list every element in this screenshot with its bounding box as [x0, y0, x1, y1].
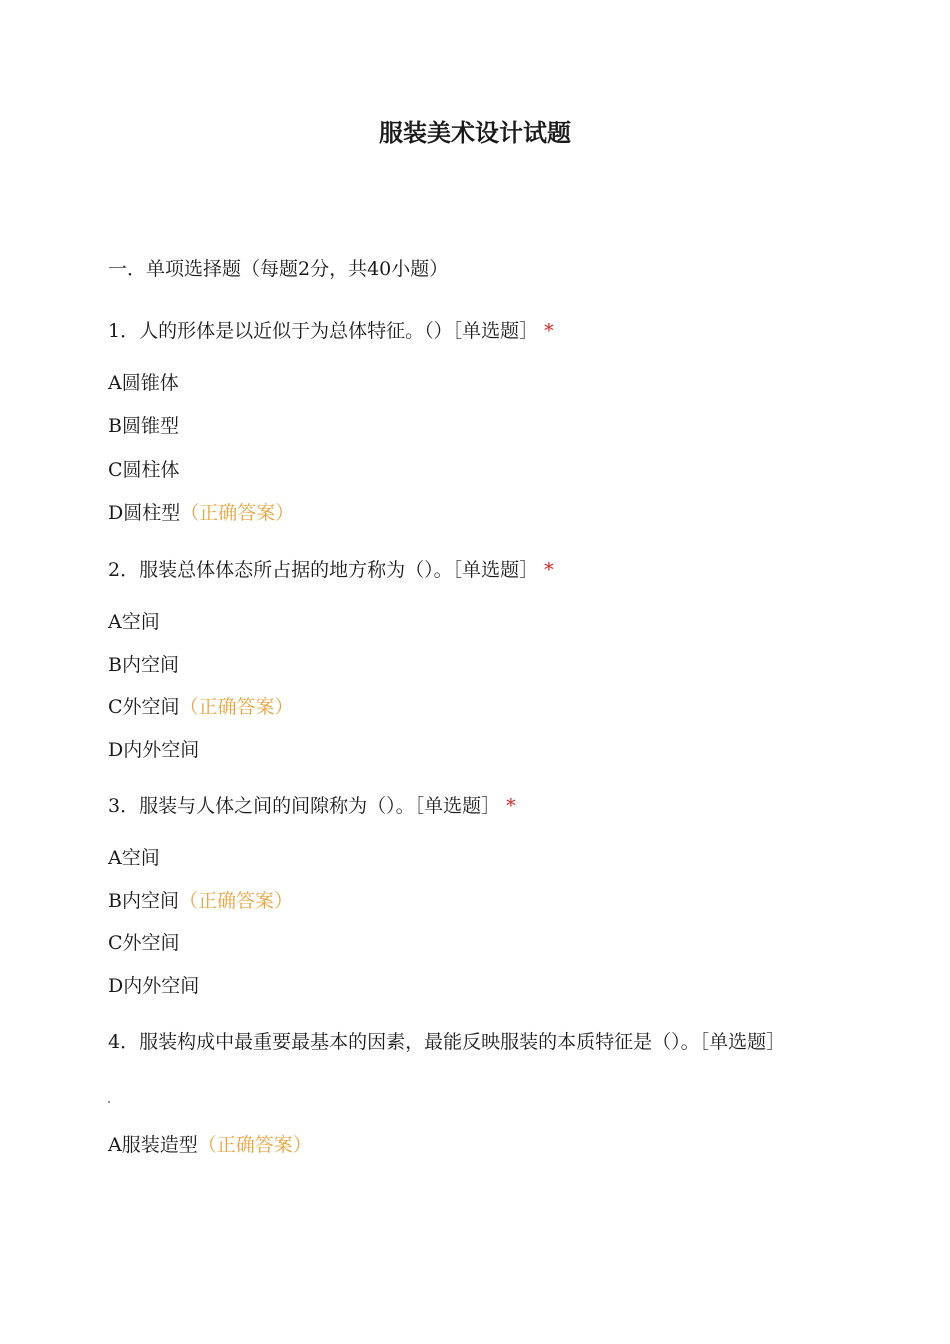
required-mark: *: [544, 559, 554, 581]
required-mark: *: [506, 795, 516, 817]
correct-answer-tag: （正确答案）: [179, 696, 294, 718]
option-label: B内空间: [108, 654, 179, 676]
question-1-option-a[interactable]: [108, 370, 179, 396]
question-1-option-d[interactable]: [108, 500, 294, 526]
question-2-option-d[interactable]: [108, 737, 199, 763]
question-3-option-d[interactable]: [108, 973, 199, 999]
option-label: A空间: [108, 611, 160, 633]
question-2-option-b[interactable]: [108, 652, 179, 678]
question-1-option-b[interactable]: [108, 413, 179, 439]
option-label: A圆锥体: [108, 372, 179, 394]
question-2-text: 2．服装总体体态所占据的地方称为（）。［单选题］: [108, 559, 539, 581]
option-label: C圆柱体: [108, 459, 180, 481]
option-label: D内外空间: [108, 739, 200, 761]
option-label: B内空间: [108, 890, 179, 912]
question-4: [108, 1030, 833, 1054]
question-1-text: 1．人的形体是以近似于为总体特征。（）［单选题］: [108, 320, 539, 342]
question-2-option-a[interactable]: [108, 609, 160, 635]
question-3: [108, 793, 516, 819]
option-label: C外空间: [108, 696, 180, 718]
document-title: 服装美术设计试题: [379, 119, 571, 147]
question-2-option-c[interactable]: [108, 694, 294, 720]
correct-answer-tag: （正确答案）: [180, 502, 295, 524]
question-4-option-a[interactable]: [108, 1132, 312, 1158]
question-3-option-a[interactable]: [108, 845, 160, 871]
question-2: [108, 557, 554, 583]
question-3-option-b[interactable]: [108, 888, 293, 914]
required-mark: *: [544, 320, 554, 342]
correct-answer-tag: （正确答案）: [178, 890, 293, 912]
section-heading: 一．单项选择题（每题2分，共40小题）: [108, 258, 449, 280]
question-1-option-c[interactable]: [108, 457, 180, 483]
question-3-option-c[interactable]: [108, 930, 180, 956]
correct-answer-tag: （正确答案）: [197, 1134, 312, 1156]
option-label: D圆柱型: [108, 502, 181, 524]
question-4-text: 4．服装构成中最重要最基本的因素，最能反映服装的本质特征是（）。［单选题］: [108, 1031, 786, 1053]
option-label: A空间: [108, 847, 160, 869]
question-3-text: 3．服装与人体之间的间隙称为（）。［单选题］: [108, 795, 501, 817]
question-1: [108, 318, 554, 344]
option-label: D内外空间: [108, 975, 200, 997]
option-label: A服装造型: [108, 1134, 198, 1156]
option-label: B圆锥型: [108, 415, 179, 437]
stray-mark: [108, 1101, 110, 1103]
option-label: C外空间: [108, 932, 180, 954]
